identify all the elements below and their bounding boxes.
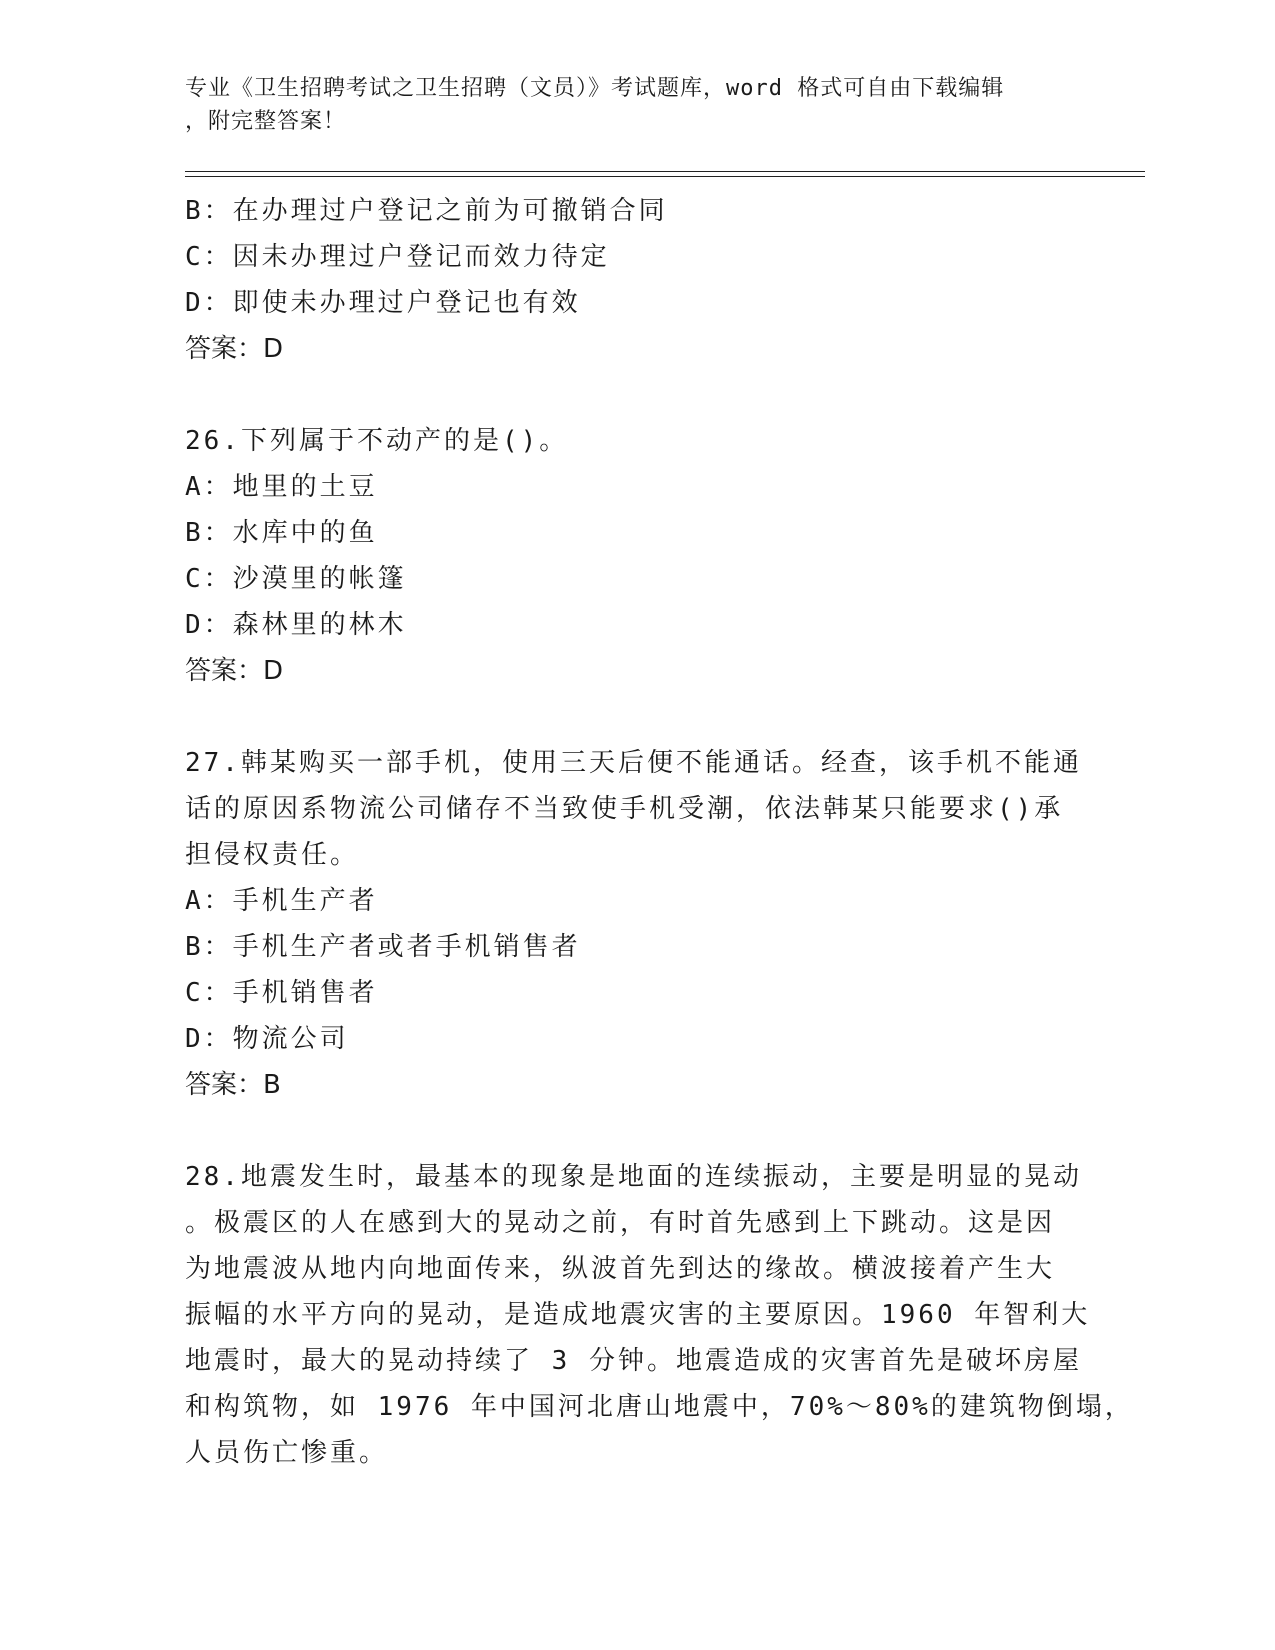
spacer	[185, 372, 1065, 418]
spacer	[185, 694, 1065, 740]
q25-option-b: B：在办理过户登记之前为可撤销合同	[185, 196, 668, 226]
q27-stem-line-1: 27.韩某购买一部手机，使用三天后便不能通话。经查，该手机不能通	[185, 748, 1082, 778]
q28-line-7: 人员伤亡惨重。	[185, 1438, 389, 1468]
q28-line-4: 振幅的水平方向的晃动，是造成地震灾害的主要原因。1960 年智利大	[185, 1300, 1091, 1330]
q25-option-c: C：因未办理过户登记而效力待定	[185, 242, 610, 272]
q27-answer: 答案：B	[185, 1070, 281, 1100]
q26-option-b: B：水库中的鱼	[185, 518, 378, 548]
q26-option-c: C：沙漠里的帐篷	[185, 564, 407, 594]
header-rule-top	[185, 171, 1145, 172]
q27-option-d: D：物流公司	[185, 1024, 349, 1054]
q26-option-a: A：地里的土豆	[185, 472, 378, 502]
q27-option-c: C：手机销售者	[185, 978, 378, 1008]
q27-option-b: B：手机生产者或者手机销售者	[185, 932, 581, 962]
q28-line-3: 为地震波从地内向地面传来，纵波首先到达的缘故。横波接着产生大	[185, 1254, 1056, 1284]
header-line-1: 专业《卫生招聘考试之卫生招聘（文员）》考试题库，word 格式可自由下载编辑	[185, 76, 1005, 101]
q26-stem: 26.下列属于不动产的是()。	[185, 426, 569, 456]
q26-answer: 答案：D	[185, 656, 284, 686]
spacer	[185, 1108, 1065, 1154]
question-list	[185, 188, 1134, 1476]
q28-line-5: 地震时，最大的晃动持续了 3 分钟。地震造成的灾害首先是破坏房屋	[185, 1346, 1082, 1376]
q26-option-d: D：森林里的林木	[185, 610, 407, 640]
document-header	[185, 72, 1065, 138]
q28-line-1: 28.地震发生时，最基本的现象是地面的连续振动，主要是明显的晃动	[185, 1162, 1082, 1192]
header-line-2: ，附完整答案！	[185, 109, 347, 134]
header-rule-bottom	[185, 176, 1145, 177]
q27-option-a: A：手机生产者	[185, 886, 378, 916]
q25-option-d: D：即使未办理过户登记也有效	[185, 288, 581, 318]
q28-line-2: 。极震区的人在感到大的晃动之前，有时首先感到上下跳动。这是因	[185, 1208, 1056, 1238]
q28-line-6: 和构筑物，如 1976 年中国河北唐山地震中，70%～80%的建筑物倒塌，	[185, 1392, 1134, 1422]
q27-stem-line-2: 话的原因系物流公司储存不当致使手机受潮，依法韩某只能要求()承	[185, 794, 1064, 824]
q27-stem-line-3: 担侵权责任。	[185, 840, 360, 870]
q25-answer: 答案：D	[185, 334, 284, 364]
